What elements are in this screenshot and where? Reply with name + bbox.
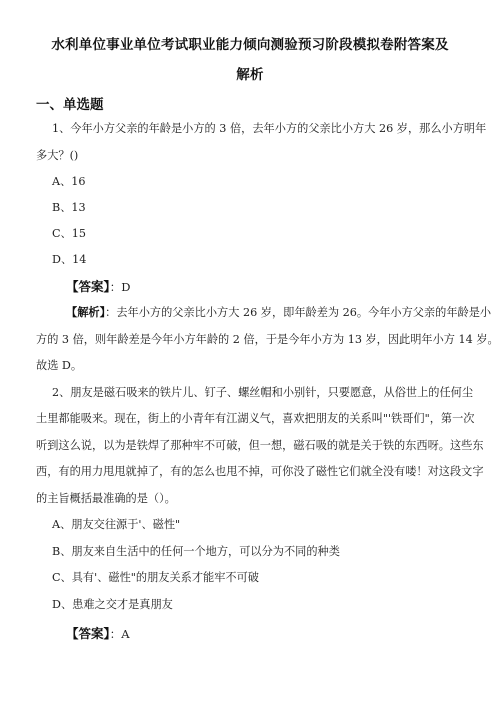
q2-option-c: C、具有'、磁性"的朋友关系才能牢不可破	[52, 571, 259, 584]
q1-stem-line-2: 多大？()	[36, 149, 79, 162]
q1-answer	[66, 277, 131, 295]
q2-answer-label: 【答案】	[66, 626, 110, 641]
q2-stem-line-3: 听到这么说，以为是铁焊了那种牢不可破，但一想，磁石吸的就是关于铁的东西呀。这些东	[36, 439, 484, 452]
section-heading: 一、单选题	[36, 97, 104, 113]
q1-option-b: B、13	[52, 201, 86, 214]
q2-stem-line-2: 土里都能吸来。现在，街上的小青年有江湖义气，喜欢把朋友的关系叫"'铁哥们"，第一次	[36, 412, 475, 425]
q2-stem-line-4: 西，有的用力甩甩就掉了，有的怎么也甩不掉，可你没了磁性它们就全没有喽！对这段文字	[36, 465, 484, 478]
q1-analysis-line-1	[66, 304, 491, 320]
document-title-line-1: 水利单位事业单位考试职业能力倾向测验预习阶段模拟卷附答案及	[51, 37, 449, 53]
q2-answer-value: ：A	[109, 627, 130, 641]
q2-option-a: A、朋友交往源于'、磁性"	[52, 518, 181, 531]
q2-stem-line-5: 的主旨概括最准确的是（）。	[36, 492, 176, 505]
q1-stem-line-1: 1、今年小方父亲的年龄是小方的 3 倍，去年小方的父亲比小方大 26 岁，那么小方明年	[52, 122, 487, 135]
q1-option-a: A、16	[52, 175, 86, 188]
document-title-line-2: 解析	[236, 67, 264, 83]
q1-analysis-line-2: 方的 3 倍，则年龄差是今年小方年龄的 2 倍，于是今年小方为 13 岁，因此明年小方 14 岁。	[36, 333, 499, 346]
q1-answer-value: ：D	[109, 280, 131, 294]
q1-analysis-line-3: 故选 D。	[36, 359, 83, 372]
q2-option-d: D、患难之交才是真朋友	[52, 598, 173, 611]
q1-option-c: C、15	[52, 227, 86, 240]
q2-stem-line-1: 2、朋友是磁石吸来的铁片儿、钉子、螺丝帽和小别针，只要愿意，从俗世上的任何尘	[52, 386, 474, 399]
q1-answer-label: 【答案】	[66, 279, 110, 294]
q2-answer	[66, 624, 130, 642]
q1-analysis-label: 【解析】	[66, 306, 106, 319]
q1-option-d: D、14	[52, 253, 87, 266]
q1-analysis-text-1: ：去年小方的父亲比小方大 26 岁，即年龄差为 26。今年小方父亲的年龄是小	[105, 306, 492, 319]
q2-option-b: B、朋友来自生活中的任何一个地方，可以分为不同的种类	[52, 545, 340, 558]
